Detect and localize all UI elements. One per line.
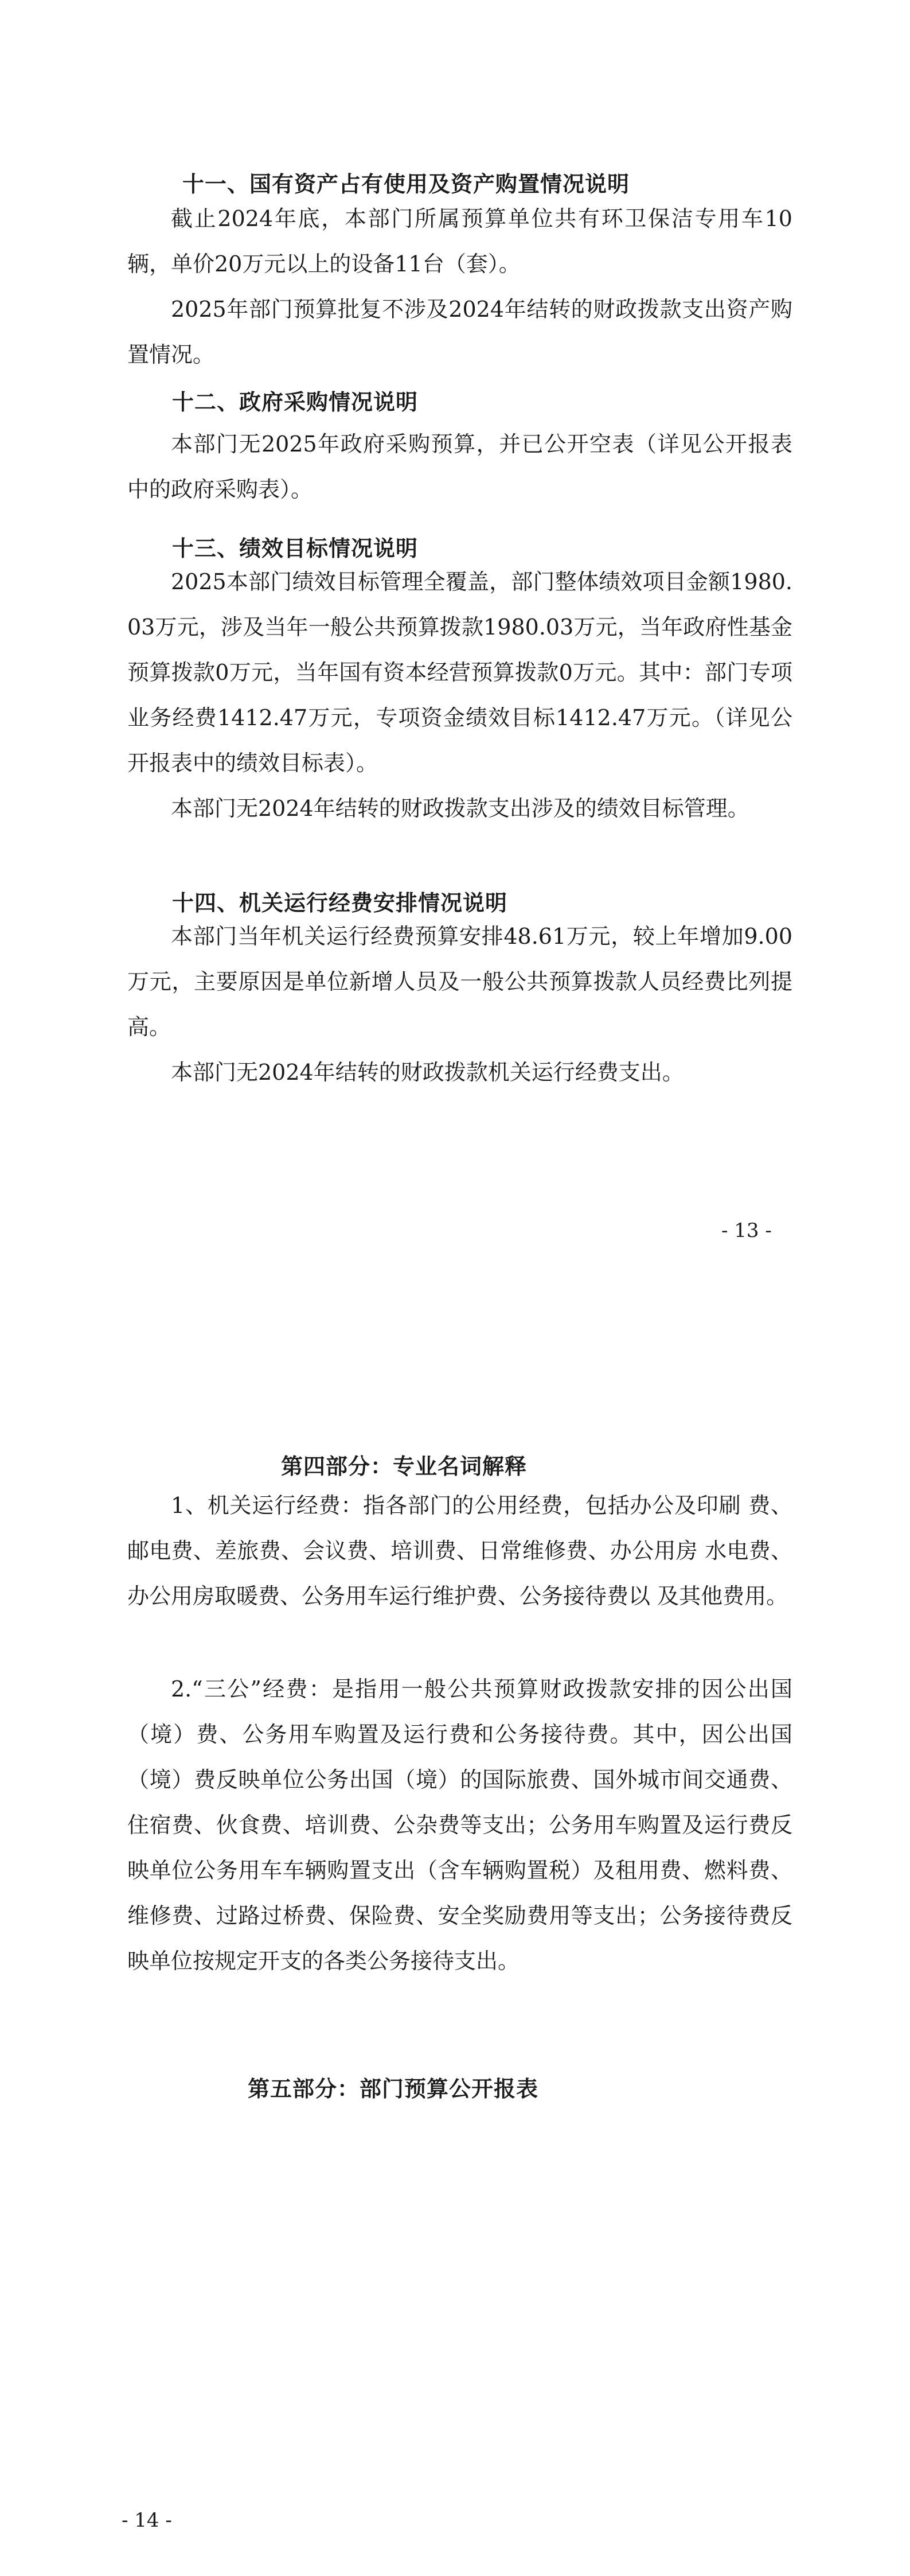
page-number: - 13 - bbox=[721, 1219, 772, 1242]
part-5-heading: 第五部分：部门预算公开报表 bbox=[248, 2076, 539, 2102]
section-11-paragraph-2: 2025年部门预算批复不涉及2024年结转的财政拨款支出资产购置情况。 bbox=[127, 297, 792, 367]
page-number: - 14 - bbox=[122, 2509, 172, 2532]
section-13-paragraph-2: 本部门无2024年结转的财政拨款支出涉及的绩效目标管理。 bbox=[171, 796, 749, 821]
section-11-heading: 十一、国有资产占有使用及资产购置情况说明 bbox=[182, 172, 630, 197]
section-13-heading: 十三、绩效目标情况说明 bbox=[172, 536, 419, 561]
part-4-heading: 第四部分：专业名词解释 bbox=[281, 1454, 528, 1479]
page-14 bbox=[0, 1288, 910, 2576]
section-14-paragraph-1: 本部门当年机关运行经费预算安排48.61万元，较上年增加9.00万元，主要原因是单位新增人员及一般公共预算拨款人员经费比列提高。 bbox=[127, 924, 792, 1040]
section-11-paragraph-1: 截止2024年底，本部门所属预算单位共有环卫保洁专用车10辆，单价20万元以上的设备11台（套）。 bbox=[127, 206, 792, 277]
section-12-paragraph-1: 本部门无2025年政府采购预算，并已公开空表（详见公开报表中的政府采购表）。 bbox=[127, 431, 792, 502]
section-14-heading: 十四、机关运行经费安排情况说明 bbox=[172, 890, 508, 916]
part-4-paragraph-2: 2.“三公”经费：是指用一般公共预算财政拨款安排的因公出国（境）费、公务用车购置及运行费和公务接待费。其中，因公出国（境）费反映单位公务出国（境）的国际旅费、国外城市间交通费、住宿费、伙食费、培训费、公杂费等支出；公务用车购置及运行费反映单位公务用车车辆购置支出（含车辆购置税）及租用费、燃料费、维修费、过路过桥费、保险费、安全奖励费用等支出；公务接待费反映单位按规定开支的各类公务接待支出。 bbox=[127, 1676, 792, 1974]
section-13-paragraph-1: 2025本部门绩效目标管理全覆盖，部门整体绩效项目金额1980.03万元，涉及当年一般公共预算拨款1980.03万元，当年政府性基金预算拨款0万元，当年国有资本经营预算拨款0万元。其中：部门专项业务经费1412.47万元，专项资金绩效目标1412.47万元。（详见公开报表中的绩效目标表）。 bbox=[127, 569, 792, 776]
section-14-paragraph-2: 本部门无2024年结转的财政拨款机关运行经费支出。 bbox=[171, 1060, 684, 1085]
part-4-paragraph-1: 1、机关运行经费：指各部门的公用经费，包括办公及印刷 费、邮电费、差旅费、会议费、培训费、日常维修费、办公用房 水电费、办公用房取暖费、公务用车运行维护费、公务接待费以 及其他费用。 bbox=[127, 1493, 792, 1609]
section-12-heading: 十二、政府采购情况说明 bbox=[172, 390, 419, 415]
